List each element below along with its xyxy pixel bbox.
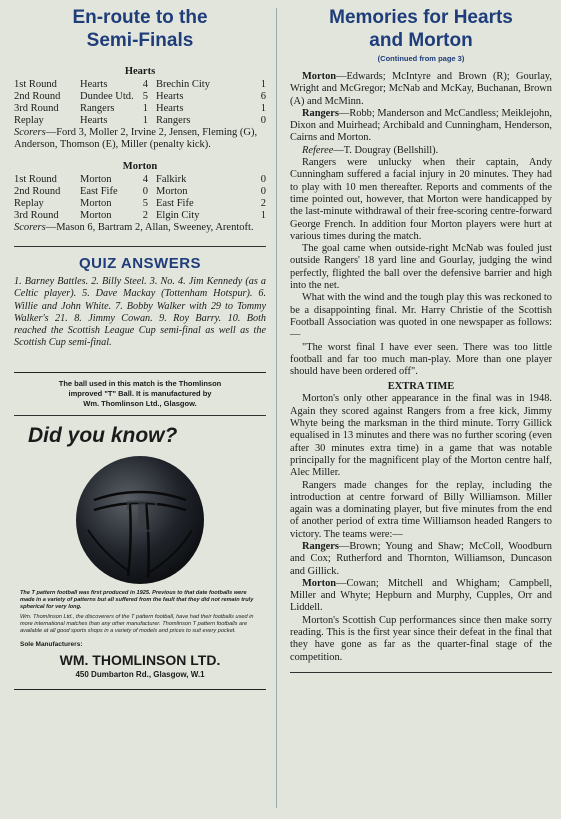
- hearts-scorers-text: —Ford 3, Moller 2, Irvine 2, Jensen, Fleming (G), Anderson, Thomson (E), Miller (penalty kick).: [14, 127, 258, 150]
- hearts-home-team: Rangers: [80, 103, 115, 114]
- hearts-home-team: Hearts: [80, 79, 108, 90]
- rangers-1948-lineup: Rangers—Brown; Young and Shaw; McColl, Woodburn and Cox; Rutherford and Thornton, Williamson, Duncason and Gillick.: [290, 540, 552, 577]
- hearts-results-table: [14, 79, 266, 127]
- morton-round: 3rd Round: [14, 210, 59, 221]
- hearts-round: 3rd Round: [14, 103, 59, 114]
- morton-home-score: 0: [142, 186, 148, 197]
- rangers-1948-label: Rangers: [302, 540, 339, 552]
- advert-history: The T pattern football was first produced in 1925. Previous to that date footballs were made in a variety of patterns but all suffered from the fault that they did not remain truly spherical for very long.: [20, 589, 254, 610]
- hearts-round: 2nd Round: [14, 91, 61, 102]
- hearts-home-score: 1: [142, 115, 148, 126]
- hearts-away-team: Rangers: [156, 115, 191, 126]
- morton-lineup: Morton—Edwards; McIntyre and Brown (R); Gourlay, Wright and McGregor; McNab and McKay, Buchanan, Brown (A) and McMinn.: [290, 71, 552, 107]
- morton-result-row: [14, 210, 266, 222]
- morton-result-row: [14, 186, 266, 198]
- morton-away-team: Elgin City: [156, 210, 200, 221]
- paragraph-quote: "The worst final I have ever seen. There was too little football and far too much man-play. More than one player should have been ordered off".: [290, 341, 552, 378]
- morton-1948-lineup: Morton—Cowan; Mitchell and Whigham; Campbell, Miller and Whyte; Hepburn and Murphy, Cupples, Orr and Liddell.: [290, 577, 552, 614]
- hearts-heading: Hearts: [124, 66, 156, 77]
- right-title-line2: and Morton: [369, 30, 473, 51]
- hearts-scorers-label: Scorers: [14, 127, 46, 138]
- hearts-round: Replay: [14, 115, 44, 126]
- morton-round: 1st Round: [14, 174, 57, 185]
- morton-round: Replay: [14, 198, 44, 209]
- morton-away-score: 0: [260, 174, 266, 185]
- paragraph-injury: Rangers were unlucky when their captain, Andy Cunningham suffered a facial injury in 20 minutes. They had to play with 10 men thereafter. Reports and comments of the time pointed out, however, that Morton were handicapped by the last-minute withdrawal of their free-scoring centre-forward George French. In addition four Morton players were hurt at various times during the match.: [290, 157, 552, 242]
- hearts-home-team: Dundee Utd.: [80, 91, 134, 102]
- paragraph-replay: Rangers made changes for the replay, including the introduction at centre forward of Billy Williamson. Miller again was a dominating player, but five minutes from the end of another period of extra time Williamson headed Rangers to victory. The teams were:—: [290, 479, 552, 540]
- hearts-away-score: 6: [260, 91, 266, 102]
- paragraph-since: Morton's Scottish Cup performances since then make sorry reading. This is the first year since their defeat in the final that they have gone as far as the quarter-final stage of the competition.: [290, 614, 552, 663]
- right-column: [290, 6, 552, 681]
- did-you-know-heading: Did you know?: [28, 423, 178, 447]
- hearts-away-score: 0: [260, 115, 266, 126]
- morton-round: 2nd Round: [14, 186, 61, 197]
- hearts-result-row: [14, 79, 266, 91]
- morton-lineup-label: Morton: [302, 71, 337, 82]
- referee-label: Referee: [302, 144, 334, 156]
- hearts-away-team: Brechin City: [156, 79, 210, 90]
- quiz-title: QUIZ ANSWERS: [78, 255, 202, 272]
- morton-home-score: 2: [142, 210, 148, 221]
- morton-away-score: 2: [260, 198, 266, 209]
- section-rule: [14, 246, 266, 247]
- article-body: [290, 71, 552, 664]
- advert-intro-line3: Wm. Thomlinson Ltd., Glasgow.: [83, 398, 197, 408]
- hearts-away-score: 1: [260, 103, 266, 114]
- morton-results-table: [14, 174, 266, 222]
- left-title-line2: Semi-Finals: [86, 30, 194, 51]
- football-image: [74, 454, 206, 586]
- continued-note: (Continued from page 3): [377, 54, 465, 63]
- morton-home-team: Morton: [80, 210, 112, 221]
- hearts-away-team: Hearts: [156, 103, 184, 114]
- hearts-home-score: 1: [142, 103, 148, 114]
- ball-letter: T: [125, 489, 159, 543]
- morton-away-team: East Fife: [156, 198, 194, 209]
- morton-home-score: 5: [142, 198, 148, 209]
- hearts-result-row: [14, 103, 266, 115]
- quiz-answers: 1. Barney Battles. 2. Billy Steel. 3. No. 4. Jim Kennedy (as a Celtic player). 5. Dave Mackay (Tottenham Hotspur). 6. Willie and John White. 7. Bobby Walker with 29 to Tommy Walker's 21. 8. Jimmy Cowan. 9. Roy Barry. 10. Both reached the Scottish League Cup semi-final as well as the Scottish Cup semi-final.: [14, 276, 266, 349]
- column-divider: [276, 8, 277, 808]
- morton-heading: Morton: [122, 161, 158, 172]
- morton-scorers: [14, 222, 266, 234]
- morton-away-score: 1: [260, 210, 266, 221]
- hearts-home-score: 5: [142, 91, 148, 102]
- sole-manufacturers-label: Sole Manufacturers:: [20, 640, 83, 648]
- advert-intro-line2: improved "T" Ball. It is manufactured by: [68, 388, 212, 398]
- paragraph-goal: The goal came when outside-right McNab was fouled just outside Rangers' 18 yard line and Gourlay, judging the wind perfectly, flighted the ball over the defensive barrier and high into the net.: [290, 243, 552, 292]
- hearts-round: 1st Round: [14, 79, 57, 90]
- paragraph-1948: Morton's only other appearance in the final was in 1948. Again they scored against Rangers from a free kick, Jimmy Whyte being the marksman in the third minute. Torry Gillick equalised in 13 minutes and there was no further scoring (even after 30 minutes extra time) in a game that was notable principally for the magnificent play of the Morton centre half, Alec Miller.: [290, 393, 552, 479]
- left-column: [14, 6, 266, 690]
- hearts-away-team: Hearts: [156, 91, 184, 102]
- hearts-scorers: [14, 127, 266, 151]
- advert-intro-line1: The ball used in this match is the Thomlinson: [58, 378, 222, 388]
- left-title-line1: En-route to the: [72, 7, 208, 28]
- right-title-line1: Memories for Hearts: [329, 7, 513, 28]
- morton-away-team: Morton: [156, 186, 188, 197]
- morton-away-team: Falkirk: [156, 174, 187, 185]
- morton-away-score: 0: [260, 186, 266, 197]
- company-name: WM. THOMLINSON LTD.: [59, 651, 221, 668]
- morton-home-team: East Fife: [80, 186, 118, 197]
- rangers-lineup: Rangers—Robb; Manderson and McCandless; Meiklejohn, Dixon and Muirhead; Archibald and Cunningham, Henderson, Cairns and Morton.: [290, 107, 552, 144]
- hearts-home-team: Hearts: [80, 115, 108, 126]
- morton-scorers-text: —Mason 6, Bartram 2, Allan, Sweeney, Arentoft.: [45, 222, 254, 233]
- referee-line: Referee—T. Dougray (Bellshill).: [302, 144, 439, 156]
- morton-home-team: Morton: [80, 198, 112, 209]
- morton-home-team: Morton: [80, 174, 112, 185]
- hearts-home-score: 4: [142, 79, 148, 90]
- morton-home-score: 4: [142, 174, 148, 185]
- paragraph-disappointing: What with the wind and the tough play this was reckoned to be a disappointing final. Mr. Harry Christie of the Scottish Football Association was quoted in one newspaper as follows:—: [290, 292, 552, 341]
- advert-details: Wm. Thomlinson Ltd., the discoverers of the T pattern football, have had their footballs used in more international matches than any other manufacturer. Thomlinson T pattern footballs are available at all good sports shops in a variety of models and prices to suit every pocket.: [20, 613, 254, 634]
- rangers-lineup-label: Rangers: [302, 107, 339, 119]
- morton-result-row: [14, 174, 266, 186]
- company-address: 450 Dumbarton Rd., Glasgow, W.1: [75, 669, 205, 679]
- left-headline: [14, 6, 266, 52]
- hearts-away-score: 1: [260, 79, 266, 90]
- morton-result-row: [14, 198, 266, 210]
- extra-time-heading: EXTRA TIME: [387, 381, 455, 393]
- morton-scorers-label: Scorers: [14, 222, 46, 233]
- right-headline: [290, 6, 552, 52]
- hearts-result-row: [14, 91, 266, 103]
- hearts-result-row: [14, 115, 266, 127]
- morton-1948-label: Morton: [302, 577, 337, 589]
- advert-rule: [14, 415, 266, 416]
- thomlinson-advert: [14, 372, 266, 690]
- bottom-rule: [290, 672, 552, 673]
- advert-intro: [14, 379, 266, 409]
